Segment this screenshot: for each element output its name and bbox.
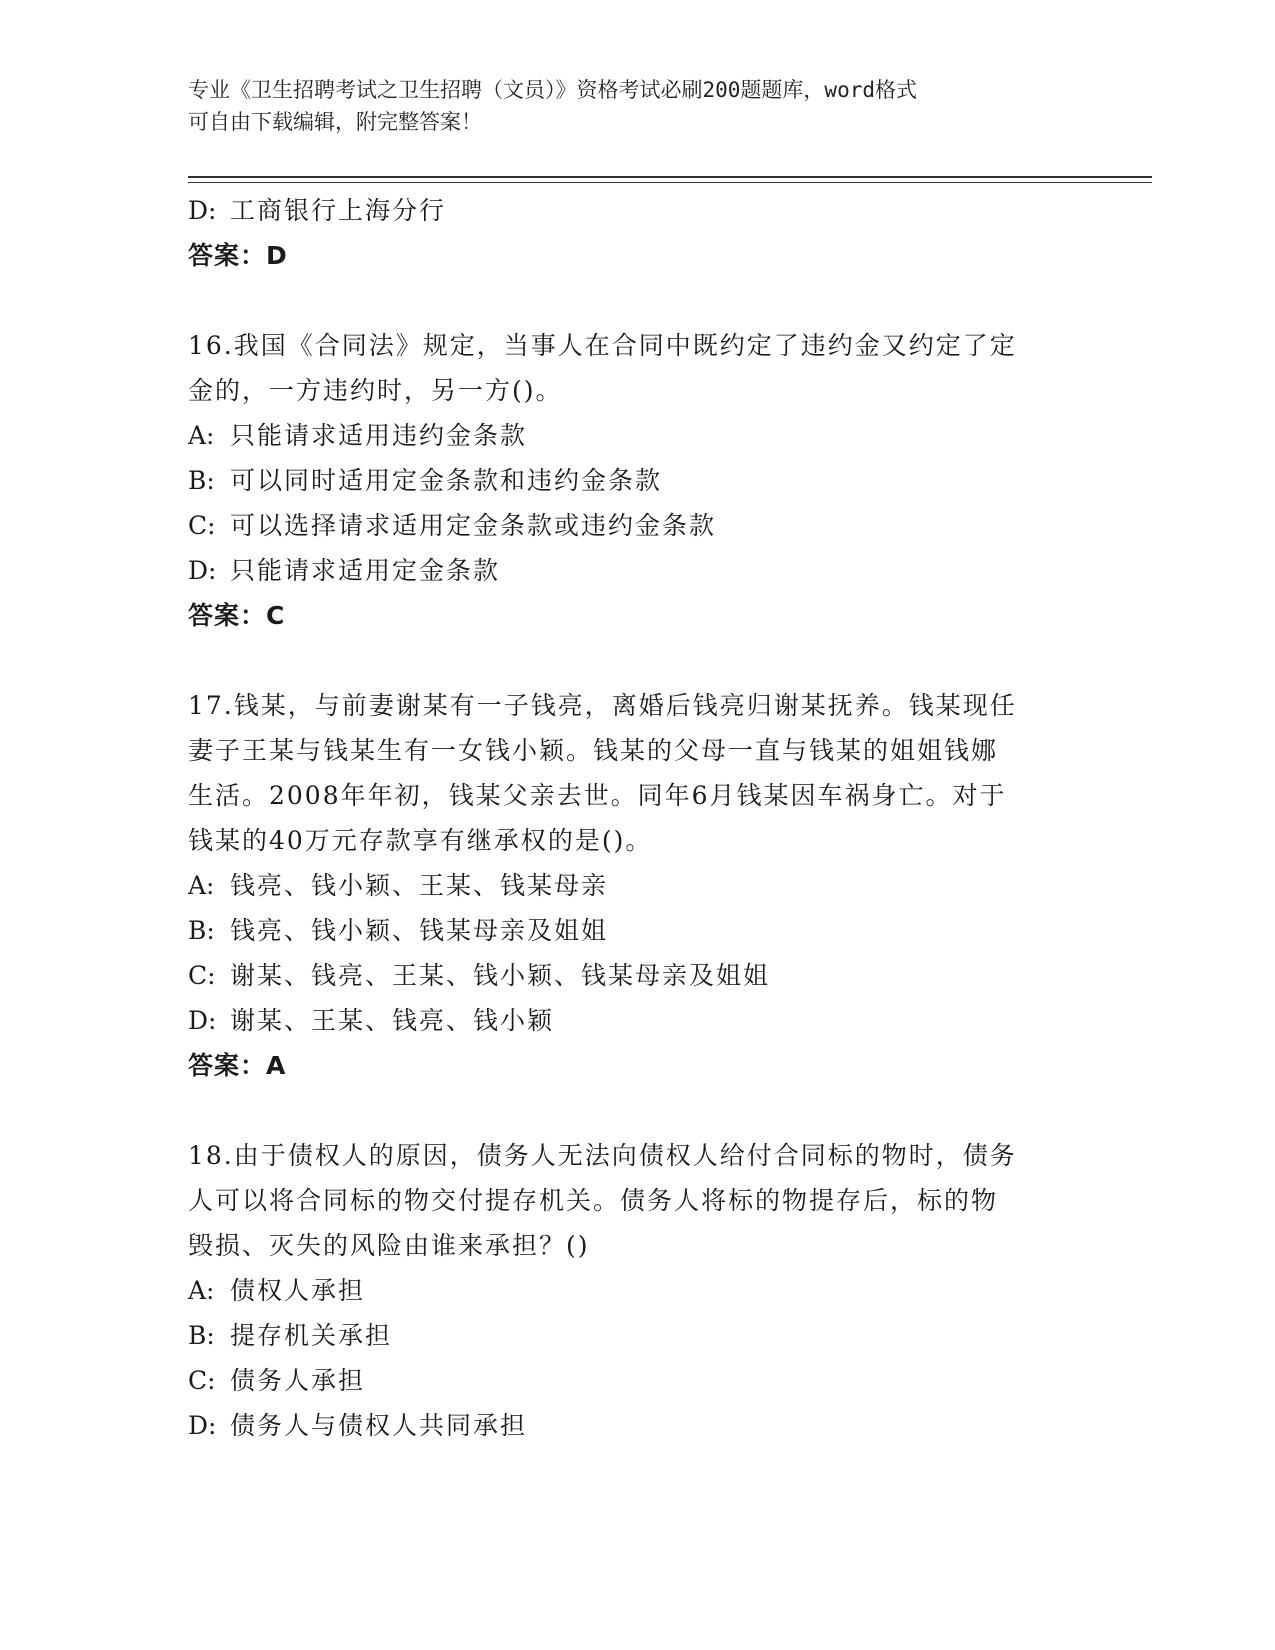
option-letter: A: <box>188 871 215 900</box>
question-16-answer: 答案：C <box>188 601 286 630</box>
option-text: 可以选择请求适用定金条款或违约金条款 <box>230 511 717 540</box>
answer-prev: 答案：D <box>188 241 288 270</box>
question-18-option-b <box>188 1313 1088 1358</box>
option-text: 谢某、王某、钱亮、钱小颖 <box>230 1006 555 1035</box>
question-16-option-a <box>188 413 1088 458</box>
option-text: 工商银行上海分行 <box>230 196 447 225</box>
option-text: 可以同时适用定金条款和违约金条款 <box>230 466 663 495</box>
question-16 <box>188 323 1088 638</box>
question-17-option-b <box>188 908 1088 953</box>
question-17-stem-line-2: 妻子王某与钱某生有一女钱小颖。钱某的父母一直与钱某的姐姐钱娜 <box>188 736 999 765</box>
document-header <box>188 74 1068 138</box>
option-text: 钱亮、钱小颖、王某、钱某母亲 <box>230 871 609 900</box>
question-16-stem-line-2: 金的，一方违约时，另一方()。 <box>188 376 563 405</box>
question-18-option-c <box>188 1358 1088 1403</box>
option-letter: D: <box>188 1411 217 1440</box>
option-text: 只能请求适用定金条款 <box>230 556 501 585</box>
spacer <box>188 638 1088 683</box>
question-17-option-d <box>188 998 1088 1043</box>
question-16-stem-line-1: 16.我国《合同法》规定，当事人在合同中既约定了违约金又约定了定 <box>188 331 1017 360</box>
question-17-stem-line-1: 17.钱某，与前妻谢某有一子钱亮，离婚后钱亮归谢某抚养。钱某现任 <box>188 691 1017 720</box>
question-17 <box>188 683 1088 1088</box>
option-letter: B: <box>188 916 215 945</box>
option-text: 债权人承担 <box>230 1276 366 1305</box>
header-title-line-1: 专业《卫生招聘考试之卫生招聘（文员）》资格考试必刷200题题库，word格式 <box>188 78 917 102</box>
question-18-stem-line-2: 人可以将合同标的物交付提存机关。债务人将标的物提存后，标的物 <box>188 1186 999 1215</box>
option-letter: C: <box>188 1366 216 1395</box>
option-letter: A: <box>188 421 215 450</box>
header-divider-thin <box>188 182 1152 183</box>
question-16-option-b <box>188 458 1088 503</box>
question-17-stem-line-4: 钱某的40万元存款享有继承权的是()。 <box>188 826 653 855</box>
option-letter: B: <box>188 466 215 495</box>
question-17-stem-line-3: 生活。2008年年初，钱某父亲去世。同年6月钱某因车祸身亡。对于 <box>188 781 1007 810</box>
option-text: 钱亮、钱小颖、钱某母亲及姐姐 <box>230 916 609 945</box>
spacer <box>188 278 1088 323</box>
header-title-line-2: 可自由下载编辑，附完整答案！ <box>188 110 482 134</box>
option-letter: D: <box>188 556 217 585</box>
option-letter: D: <box>188 196 217 225</box>
question-17-option-a <box>188 863 1088 908</box>
option-d-prev <box>188 188 1088 233</box>
question-18-stem-line-3: 毁损、灭失的风险由谁来承担？() <box>188 1231 590 1260</box>
question-17-answer: 答案：A <box>188 1051 287 1080</box>
option-letter: C: <box>188 511 216 540</box>
question-17-option-c <box>188 953 1088 998</box>
spacer <box>188 1088 1088 1133</box>
option-text: 只能请求适用违约金条款 <box>230 421 528 450</box>
option-letter: B: <box>188 1321 215 1350</box>
option-letter: A: <box>188 1276 215 1305</box>
option-text: 债务人承担 <box>230 1366 366 1395</box>
option-letter: D: <box>188 1006 217 1035</box>
question-content <box>188 188 1088 1448</box>
question-18-option-d <box>188 1403 1088 1448</box>
question-18 <box>188 1133 1088 1448</box>
header-divider-thick <box>188 176 1152 178</box>
option-letter: C: <box>188 961 216 990</box>
option-text: 提存机关承担 <box>230 1321 393 1350</box>
question-16-option-c <box>188 503 1088 548</box>
question-18-option-a <box>188 1268 1088 1313</box>
option-text: 债务人与债权人共同承担 <box>230 1411 528 1440</box>
question-16-option-d <box>188 548 1088 593</box>
question-18-stem-line-1: 18.由于债权人的原因，债务人无法向债权人给付合同标的物时，债务 <box>188 1141 1017 1170</box>
option-text: 谢某、钱亮、王某、钱小颖、钱某母亲及姐姐 <box>230 961 771 990</box>
